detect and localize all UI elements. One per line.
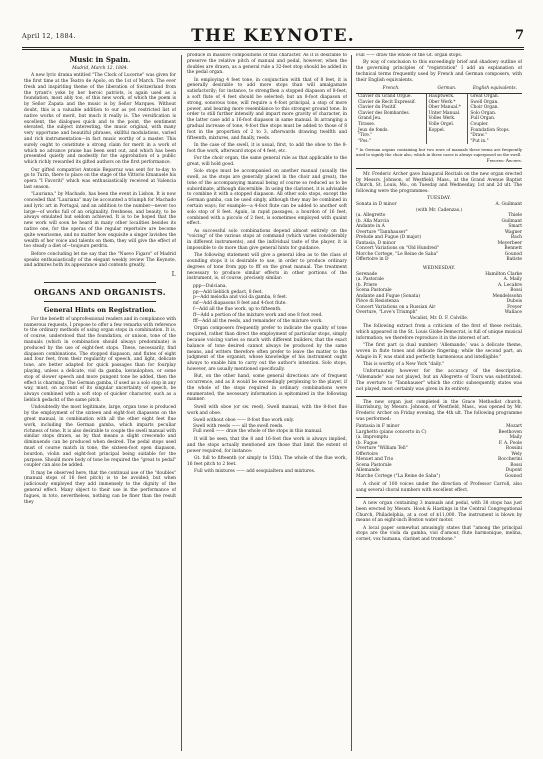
- piece-title: Marche Cortege ("La Reine de Saba"): [356, 473, 441, 479]
- composer: Boccherini: [498, 457, 522, 463]
- german-term: Hauptwerk.: [428, 94, 455, 100]
- english-term: Solo Organ.: [470, 110, 497, 116]
- stop-direction: Swell without oboe —— 8-foot flue work only.: [193, 417, 295, 423]
- composer: A. Guilmant: [495, 202, 522, 208]
- program-label: WEDNESDAY.: [422, 265, 456, 271]
- paragraph: Gt. full to fifteenth (or simply to 15th). The whole of the flue work, 16 feet pitch to 2 feet.: [187, 456, 347, 467]
- paragraph: Mr. Frederic Archer gave Inaugural Recitals on the new organ erected by Messrs. Johnson, of Westfield, Mass., at the Grand Avenue Baptist Church, St. Louis, Mo., on Tuesday and Wednesday, 1st and 2d ult. The following were the programmes:: [356, 171, 522, 195]
- paragraph: For the choir organ, the same general rule as that applicable to the great, will hold good.: [187, 156, 347, 167]
- paragraph: But, on the other hand, some general directions are of frequent occurrence, and as it would be exceedingly perplexing to the player, if the whole of the stops required in ordinary combinations were enumerated, the necessary information is epitomized in the following manner:: [187, 374, 347, 403]
- french-term: Clavier du Grand Orgue.: [358, 94, 412, 100]
- english-term: "Put in.": [470, 138, 489, 144]
- masthead: [22, 26, 524, 46]
- section-divider: [356, 497, 522, 498]
- composer: Bach: [510, 235, 522, 241]
- section-title-organs: ORGANS AND ORGANISTS.: [34, 286, 166, 297]
- program-tuesday: [356, 196, 522, 263]
- dynamics-item: f—Add all the flue work, up to fifteenth.: [193, 306, 282, 312]
- paragraph: It may be observed here, that the continual use of the "doubles" (manual stops of 16 feet pitch) is to be avoided; but when judiciously employed they add immensely to the dignity of the general effect. Many object to their use in the performance of fugues, in toto, nevertheless, nothing can be finer than the result they: [24, 470, 176, 505]
- piece-title: Andante in A: [356, 224, 385, 230]
- composer: Bossi: [510, 288, 522, 294]
- french-term: Clavier du Positif.: [358, 105, 397, 111]
- piece-title: (a. Pastorale: [356, 277, 384, 283]
- article-title-registration: General Hints on Registration.: [43, 305, 157, 314]
- composer: Thiele: [508, 213, 522, 219]
- piece-title: (b. Fugue: [356, 440, 378, 446]
- paragraph: Unfortunately however for the accuracy of the description, "Allemande" was not played, but an Allegretto of Tours was substituted. The overture to "Tannhauser" which the critic subsequently states was not played, most certainly was given in its entirety.: [356, 369, 522, 392]
- french-term: Clavier de Recit Expressif.: [358, 99, 416, 105]
- piece-title: Prelude and Fugue (D major): [356, 235, 422, 241]
- table-header-english: English equivalents.: [468, 85, 522, 93]
- paragraph: It will be seen, that the 8 and 16-foot flue work is always implied, and the stops actually mentioned are those that limit the extent of power required, for instance:: [187, 437, 347, 454]
- composer: Bennett: [504, 246, 522, 252]
- piece-title: Serenade: [356, 271, 378, 277]
- german-term: Volle Orgel.: [428, 122, 455, 128]
- composer: Smart: [508, 224, 522, 230]
- composer: Maily: [509, 435, 522, 441]
- piece-title: (b. Alla Marcia: [356, 218, 390, 224]
- composer: Freyer: [507, 304, 522, 310]
- column-2: [187, 53, 347, 755]
- composer: Wely: [511, 451, 522, 457]
- french-term: Grand Jeu.: [358, 116, 382, 122]
- german-term: Koppel.: [428, 127, 445, 133]
- piece-title: Larghetto (piano concerto in C): [356, 429, 427, 435]
- dynamics-item: mf—Add diapasons 8 feet and 4-foot flute.: [193, 301, 287, 307]
- composer: Wagner: [504, 229, 522, 235]
- column-3: [356, 53, 522, 755]
- dynamics-item: p—Add melodia and viol da gamba, 8 feet.: [193, 295, 288, 301]
- french-terms-cell: [356, 94, 426, 145]
- piece-title: Overture "William Tell": [356, 446, 408, 452]
- header-rule-bottom: [22, 49, 524, 50]
- composer: F. A. Poole: [498, 440, 522, 446]
- stop-direction: Swell with reeds —— all the swell reeds.: [193, 423, 284, 429]
- section-title-music-in-spain: Music in Spain.: [69, 55, 131, 64]
- composer: Meyerbeer: [497, 240, 522, 246]
- piece-title: Morche Cortege, "Le Reine de Saba": [356, 251, 439, 257]
- program-entry: [356, 257, 522, 263]
- piece-title: Sonata in D minor: [356, 202, 397, 208]
- program-entry: [356, 316, 522, 322]
- piece-title: Overture "Tannhauser": [356, 229, 408, 235]
- composer: Dupont: [505, 468, 522, 474]
- table-header-french: French.: [356, 85, 426, 93]
- piece-title: (b. Priere: [356, 282, 378, 288]
- dynamics-item: ppp—Dulciana.: [193, 283, 227, 289]
- piece-title: (a. Impromptu: [356, 435, 389, 441]
- piece-title: Scena Pastorale: [356, 288, 392, 294]
- issue-date: April 12, 1884.: [22, 32, 76, 40]
- paragraph: "The first part (a dual number) 'Allemande,' was a delicate theme, woven in flute tones and delicate fingering; while the second part, an Adagio in F, was staid and perfectly harmonious and intelligible.": [356, 343, 522, 360]
- composer: Gounod: [504, 251, 522, 257]
- piece-title: Offertoire in D: [356, 257, 389, 263]
- paragraph: Swell with oboe (or sw. reed). Swell manual, with the 8-foot flue work and oboe.: [187, 404, 347, 416]
- composer: Mozart: [506, 424, 522, 430]
- organ-terms-table: [356, 85, 522, 144]
- paragraph: A local paper somewhat amusingly states that "among the principal stops are the viola da gamba, viol d'amour, flute harmonique, melina, cornet, vox humana, clarinet and trombone.": [356, 525, 522, 543]
- paragraph: The following extract from a criticism of the first of these recitals, which appeared in the St. Louis Globe-Democrat, is full of unique musical information; we therefore reproduce it in the interest of art.: [356, 324, 522, 341]
- composer: Bossi: [510, 462, 522, 468]
- composer: Dubois: [506, 299, 522, 305]
- piece-title: Pièce di Resistenza: [356, 299, 399, 305]
- paragraph: Full with mixtures —— add sesquialtera and mixtures.: [194, 469, 316, 475]
- piece-title: Fantasia in F minor: [356, 424, 400, 430]
- paragraph: In employing 4 feet tone, in conjunction with that of 8 feet, it is generally desirable to add more stops than will amalgamate satisfactorily; for instance, to strengthen a stopped diapason of 8-feet, a soft flute of 4 feet should be selected; but an 8-foot diapason of strong, sonorous tone, will require a 4-foot principal, a stop of more power, and bearing more resemblance to this stronger ground tone. In order to still further intensify and impart more gravity of character, in the latter case add a 16-foot diapason in same manual. In arranging a gradual increase of tone, 4-foot flue stops must be added to those of 8 foot in the proportion of 2 to 3, afterwards drawing twelfth and fifteenth, mixtures, and finally, reeds.: [187, 77, 347, 141]
- piece-title: Vocalist, Mr. D. F. Colville.: [409, 315, 469, 321]
- piece-title: Menuet and Trio: [356, 457, 394, 463]
- composer: Guilmant: [501, 218, 522, 224]
- composer: A. Lecabre: [497, 282, 522, 288]
- piece-title: Andante and Fugue (Sonata): [356, 293, 421, 299]
- piece-title: Offertoire: [356, 451, 378, 457]
- german-terms-cell: [426, 94, 468, 145]
- english-term: Foundation Stops.: [470, 127, 510, 133]
- german-term: Ober Werk.*: [428, 99, 456, 105]
- section-divider: [356, 168, 522, 169]
- section-divider: [356, 396, 522, 397]
- english-term: Coupler.: [470, 122, 489, 128]
- german-term: Unter Manual.: [428, 110, 461, 116]
- program-entry: [356, 474, 522, 480]
- english-term: "Draw.": [470, 133, 487, 139]
- english-term: Swell Organ.: [470, 99, 499, 105]
- french-term: Clavier des Bombardes.: [358, 110, 410, 116]
- paragraph: The following statement will give a general idea as to the class of sounding stops it is desirable to use, in order to produce ordinary degrees of tone from ppp to fff on the great manual. The treatment necessary to produce similar effects in other portions of the instrument, is, of course, precisely similar:: [187, 253, 347, 282]
- table-header-german: German.: [426, 85, 468, 93]
- paragraph: A new organ containing 3 manuals and pedal, with 38 stops has just been erected by Messrs. Hook & Hastings in the Central Congregational Church, Philadelphia, at a cost of $11,000. The instrument is blown by means of an eight-inch Boston water motor.: [356, 500, 522, 524]
- paragraph: Undoubtedly the most legitimate, large, organ tone is produced by the employment of the sixteen and eight-foot diapasons on the great manual, in combination with all the other eight feet flue work, including the German gamba, which imparts peculiar richness of tone. It is also desirable to couple the swell manual with similar stops drawn, as by that means a slight crescendo and diminuendo can be produced when desired. The pedal stops used must of course match in tone, the sixteen-foot open diapason, bourdon, violin and eight-foot principal being suitable for the purpose. Should more body of tone be required the "great to pedal" coupler can also be added.: [24, 405, 176, 469]
- composer: Hamilton Clarke: [485, 271, 522, 277]
- paragraph: produce in massive compositions of this character. As it is desirable to preserve the relative pitch of manual and pedal, however, when the doubles are drawn, as a general rule a 32-feet stop should be added in the pedal organ.: [187, 53, 347, 76]
- paragraph: "Lauriana," by Machado, has been the event in Lisbon. It is now conceded that "Lauriana" may be accounted a triumph for Machado and lyric art in Portugal, and an addition to the number—never too large—of works full of an originality, freshness, and beauty, to be always emulated but seldom achieved. It is to be hoped that the new work will soon be heard in many other localities besides its native one, for the operas of the regular repertoire are become quite wearisome, and no matter how exquisite a singer lavishes the wealth of her voice and talents on them, they will give the effect of too steady a diet of—toujours perdrix.: [24, 192, 176, 250]
- paragraph: As successful solo combinations depend almost entirely on the "voicing" of the various stops at command (which varies considerably in different instruments), and the individual taste of the player, it is impossible to do more than give general hints for guidance.: [187, 228, 347, 251]
- german-term: Volles Werk.: [428, 116, 456, 122]
- dynamics-item: ff—Add a portion of the mixture work and one 8 foot reed.: [193, 312, 323, 318]
- paragraph: By way of conclusion to this exceedingly brief and shadowy outline of the governing principles of "registration" I add an explanation of technical terms frequently used by French and German composers, with their English equivalents.: [356, 60, 522, 83]
- french-term: "Tire.": [358, 133, 373, 139]
- french-term: "Pos.": [358, 138, 371, 144]
- section-divider: [44, 301, 156, 302]
- composer: Wallace: [504, 310, 522, 316]
- column-1: [24, 53, 176, 755]
- piece-title: Overture, "Love's Triumph": [356, 310, 418, 316]
- piece-title: Concert Variations on a Russian Air: [356, 304, 436, 310]
- paragraph: A new lyric drama entitled "The Clock of Lucerne" was given for the first time at the Teatro de Apolo, on the 1st of March. The ever fresh and inspiriting theme of the liberation of Switzerland from the tyrant's yoke by her heroic patriots, is again used as a foundation, most ably too, of this new work, of which the poem is by Señor Zapata and the music is by Señor Marques. Without doubt, this is a valuable addition to our as yet restricted list of native works of merit, but much it really is. The versification is excellent, the dialogues quick and to the point, the sentiment elevated, the subject interesting, the music original, with many very opportune and beautiful phrases, skillful modulations, varied and rich instrumentation—in fact music worthy of a master. This surely ought to constitute a strong claim for merit in a work of which no advance praise has been sent out, and which has been presented quietly and modestly for the approbation of a public which richly rewarded its gifted authors on the first performance.: [24, 73, 176, 166]
- english-term: Great Organ.: [470, 94, 500, 100]
- english-term: Choir Organ.: [470, 105, 499, 111]
- english-term: Full Organ.: [470, 116, 496, 122]
- composer: Batiste: [506, 257, 522, 263]
- column-divider-2: [351, 55, 352, 751]
- paragraph: For the benefit of unprofessional readers and in compliance with numerous requests, I propose to offer a few remarks with reference to the ordinary methods of using organ stops in combination. It is, of course, understood that the foundation, or unison, tone of the manuals (which in combination should always predominate) is produced by the use of eight-feet stops. These, necessarily, find diapason combinations. The stopped diapason, and flutes of eight and four feet, from their regularity of speech, and light, delicate tone, are better adapted for quick passages than for fourplay playing, unless a delicate, viol da gamba, keraulophon, or some stop of slower speech and more pungent tone be added, then the effect is charming. The German gamba, if used as a solo stop in any way, must, on account of its singular uncertainty of speech, be always combined with a soft stop of quicker character, such as a lieblich gedackt of the same pitch.: [24, 316, 176, 404]
- french-term: Tirasse.: [358, 122, 376, 128]
- paragraph: Solo stops must be accompanied on another manual (usually the swell, as the stops are generally placed in the choir and great), the tone of the accompanying manual being of course so reduced as to be subordinate, although discernible. In using the clarionet, it is advisable to combine it with a stopped diapason. All other solo stops, except the German gamba, can be used singly, although they may be combined in certain ways; for example—a 4-foot flute can be added to another soft solo stop of 8 feet. Again, in rapid passages, a bourdon of 16 feet, combined with a piccolo of 2 feet, is sometimes employed with quaint effect.: [187, 169, 347, 227]
- composer: Gounod: [504, 473, 522, 479]
- paragraph: Our gifted compatriot Antonio Beparraz was sent for to-day to go to Turin, there to place on the stage of the Vittorio Emanuele his opera "I Favoriti" which was enthusiastically received at Valencia last season.: [24, 167, 176, 190]
- footnote: * In German organs containing but two rows of manuals these terms are frequently used to signify the choir also, which in these cases is always superposed on the swell.: [356, 147, 522, 158]
- composer: Rossini: [505, 446, 522, 452]
- dynamics-item: fff—Add all the reeds, and remainder of the mixture work.: [193, 318, 323, 324]
- composer: Mendelssohn: [492, 293, 522, 299]
- stop-direction: Full swell —— draw the whole of the stops in this manual.: [193, 429, 323, 435]
- header-rule-top: [22, 47, 524, 48]
- article-marker: I.: [171, 271, 176, 279]
- page-number: 7: [514, 28, 524, 43]
- dynamics-item: pp—Add lieblich gedact, 8 feet.: [193, 289, 263, 295]
- english-terms-cell: [468, 94, 522, 145]
- german-term: Ober Manual.*: [428, 105, 461, 111]
- piece-title: Allemande: [356, 468, 380, 474]
- section-divider: [44, 282, 156, 283]
- paragraph: A choir of 100 voices under the direction of Professor Carroll, also sang several choral numbers with excellent effect.: [356, 482, 522, 494]
- composer: Beethoven: [498, 429, 522, 435]
- piece-title: Fantasia, D minor: [356, 240, 396, 246]
- stop-directions-list: [193, 418, 347, 435]
- paragraph: In the case of the swell, it is usual, first, to add the oboe to the 8-foot flue work, afterward stops of 4 feet, etc.: [187, 142, 347, 154]
- paragraph: Organ composers frequently prefer to indicate the quality of tone required, rather than direct the employment of particular stops, simply because voicing varies so much with different builders, that the exact balance of tone desired cannot always be produced by the same means, and writers therefore often prefer to leave the matter to the judgment of the organist, whose knowledge of his instrument ought always to enable him to carry out the author's intention. Solo stops, however, are usually mentioned specifically.: [187, 326, 347, 372]
- piece-title: (with Mr. Cadenzas.): [415, 207, 463, 213]
- program-wednesday: [356, 266, 522, 322]
- piece-title: Concert Variations on "Old Hundred": [356, 246, 439, 252]
- french-term: Jeux de fonds.: [358, 127, 389, 133]
- piece-title: (a. Allegretto: [356, 213, 386, 219]
- paragraph: Full —— draw the whole of the Gt. organ stops.: [356, 53, 462, 58]
- program-harrisburg: [356, 424, 522, 479]
- composer: A. Maily: [503, 277, 522, 283]
- dateline: Madrid, March 12, 1884.: [72, 66, 128, 71]
- program-label: TUESDAY.: [427, 196, 451, 202]
- column-divider-1: [181, 55, 182, 751]
- paragraph: This is worthy of a New York "daily.": [363, 362, 444, 368]
- paragraph: The new organ just completed in the Grace Methodist church, Harrisburg, by Messrs. Johnson, of Westfield, Mass., was opened by Mr. Frederic Archer on Friday evening, the 4th ult. The following programme was performed:: [356, 399, 522, 423]
- author-signature: Frederic Archer.: [486, 158, 522, 164]
- piece-title: Scena Pastorale: [356, 462, 392, 468]
- publication-title: THE KEYNOTE.: [191, 26, 355, 46]
- paragraph: Before concluding let me say that the "Nuevo Figaro" of Madrid speaks enthusiastically of the elegant weekly review The Keynote, and admires both its appearance and contents greatly.: [24, 251, 176, 269]
- dynamics-list: [193, 284, 347, 325]
